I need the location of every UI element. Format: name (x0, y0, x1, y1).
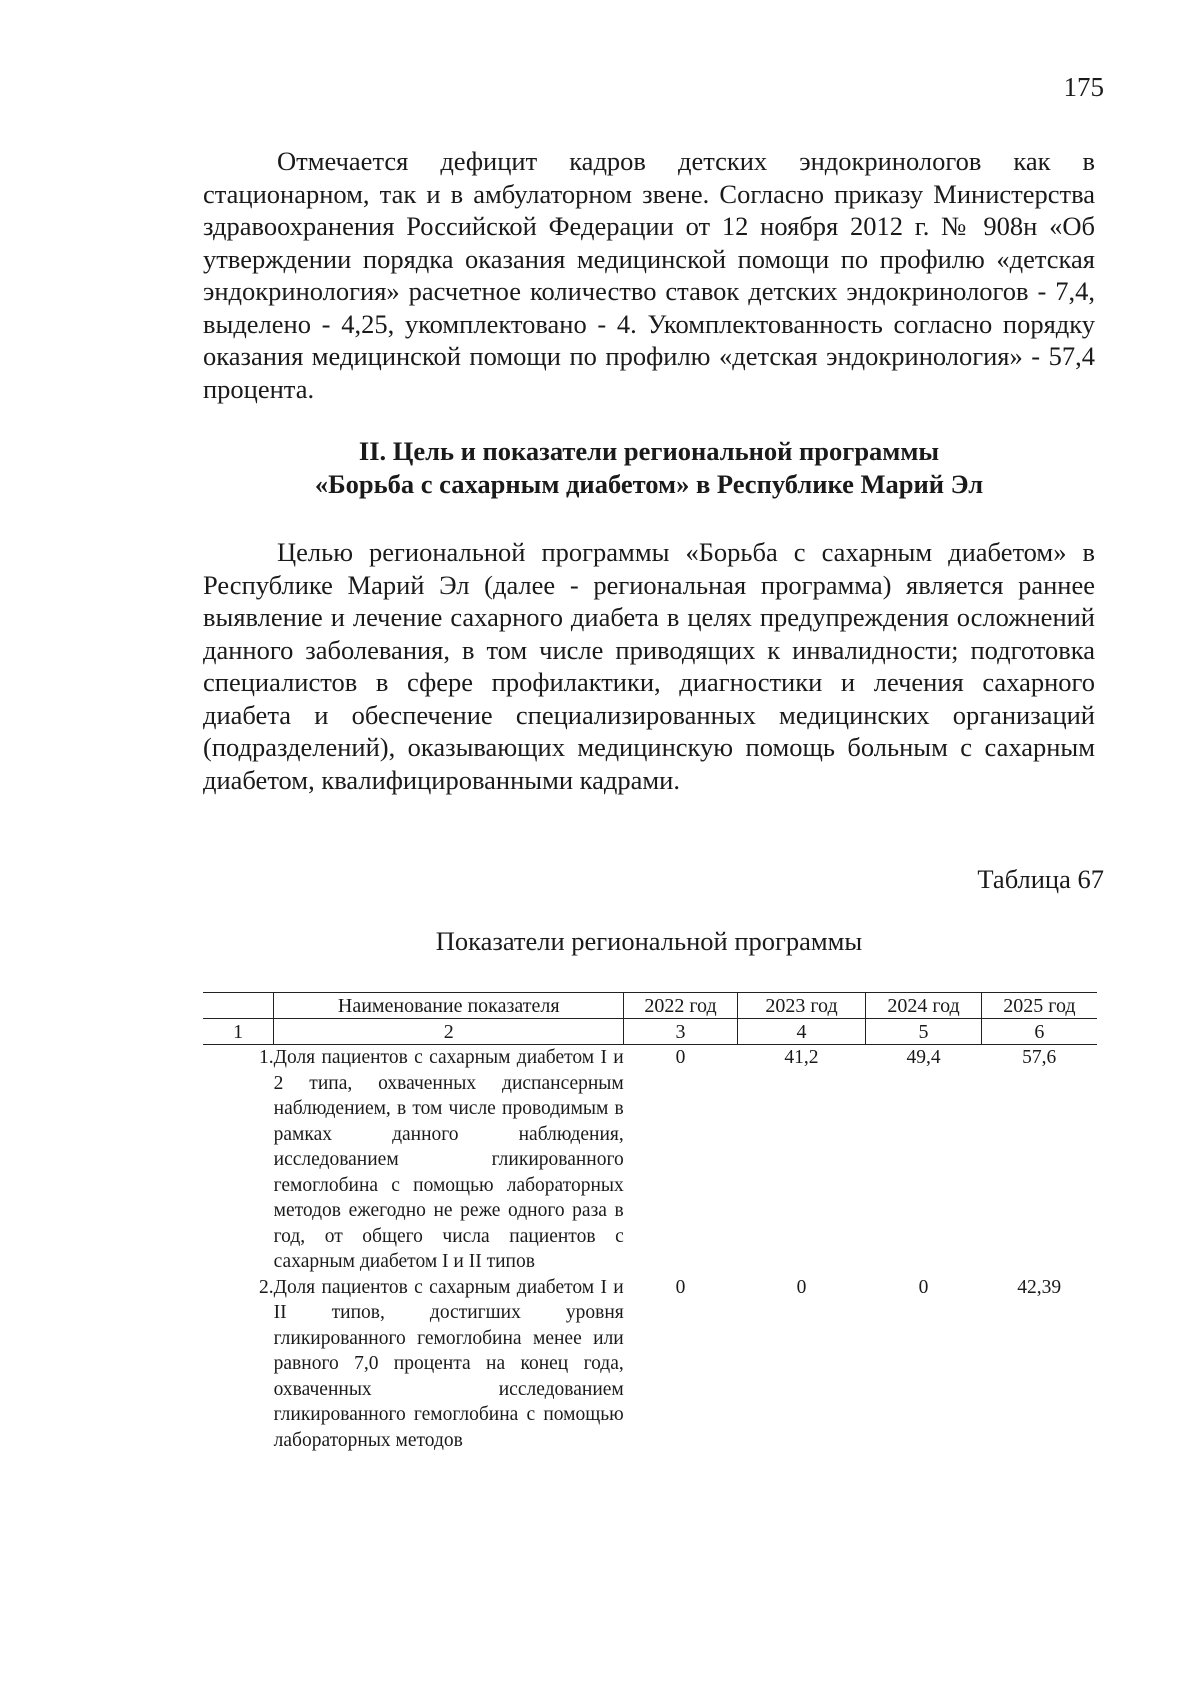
section-heading-line1: II. Цель и показатели региональной программы (358, 436, 940, 466)
indicator-name: Доля пациентов с сахарным диабетом I и 2 типа, охваченных диспансерным наблюдением, в том числе проводимым в рамках данного наблюдения, исследованием гликированного гемоглобина с помощью лабораторных методов ежегодно не реже одного раза в год, от общего числа пациентов с сахарным диабетом I и II типов (273, 1047, 624, 1272)
table-row (203, 1045, 1097, 1275)
header-cell-2025: 2025 год (981, 993, 1097, 1019)
header-cell-2022: 2022 год (624, 993, 737, 1019)
column-number: 4 (737, 1019, 865, 1045)
indicators-table (203, 992, 1097, 1453)
column-number: 2 (274, 1019, 624, 1045)
header-cell-2023: 2023 год (737, 993, 865, 1019)
value-2023: 41,2 (784, 1047, 819, 1068)
table-column-numbers-row (203, 1019, 1097, 1045)
section-heading (203, 435, 1095, 501)
table-title: Показатели региональной программы (435, 926, 863, 956)
page-number: 175 (1063, 72, 1104, 102)
header-cell-name: Наименование показателя (274, 993, 624, 1019)
column-number: 3 (624, 1019, 737, 1045)
value-2023: 0 (796, 1276, 807, 1298)
column-number: 6 (981, 1019, 1097, 1045)
paragraph-program-goal: Целью региональной программы «Борьба с сахарным диабетом» в Республике Марий Эл (далее - региональная программа) является раннее выявление и лечение сахарного диабета в целях предупреждения осложнений данного заболевания, в том числе приводящих к инвалидности; подготовка специалистов в сфере профилактики, диагностики и лечения сахарного диабета и обеспечение специализированных медицинских организаций (подразделений), оказывающих медицинскую помощь больным с сахарным диабетом, квалифицированными кадрами. (203, 537, 1095, 795)
table-row (203, 1275, 1097, 1454)
header-cell-2024: 2024 год (866, 993, 982, 1019)
section-heading-line2: «Борьба с сахарным диабетом» в Республике Марий Эл (314, 469, 984, 499)
paragraph-staffing: Отмечается дефицит кадров детских эндокринологов как в стационарном, так и в амбулаторном звене. Согласно приказу Министерства здравоохранения Российской Федерации от 12 ноября 2012 г. № 908н «Об утверждении порядка оказания медицинской помощи по профилю «детская эндокринология» расчетное количество ставок детских эндокринологов - 7,4, выделено - 4,25, укомплектовано - 4. Укомплектованность согласно порядку оказания медицинской помощи по профилю «детская эндокринология» - 57,4 процента. (203, 146, 1095, 404)
value-2022: 0 (675, 1047, 686, 1068)
value-2024: 0 (918, 1276, 929, 1298)
row-number: 1. (259, 1047, 274, 1068)
row-number: 2. (259, 1276, 274, 1298)
value-2025: 42,39 (1017, 1276, 1062, 1298)
table-header-row (203, 993, 1097, 1019)
column-number: 1 (203, 1019, 274, 1045)
value-2024: 49,4 (906, 1047, 941, 1068)
header-cell-num (203, 993, 274, 1019)
indicator-name: Доля пациентов с сахарным диабетом I и II типов, достигших уровня гликированного гемоглобина менее или равного 7,0 процента на конец года, охваченных исследованием гликированного гемоглобина с помощью лабораторных методов (273, 1276, 624, 1451)
table-label: Таблица 67 (977, 864, 1104, 894)
value-2025: 57,6 (1022, 1047, 1057, 1068)
column-number: 5 (866, 1019, 982, 1045)
value-2022: 0 (675, 1276, 686, 1298)
